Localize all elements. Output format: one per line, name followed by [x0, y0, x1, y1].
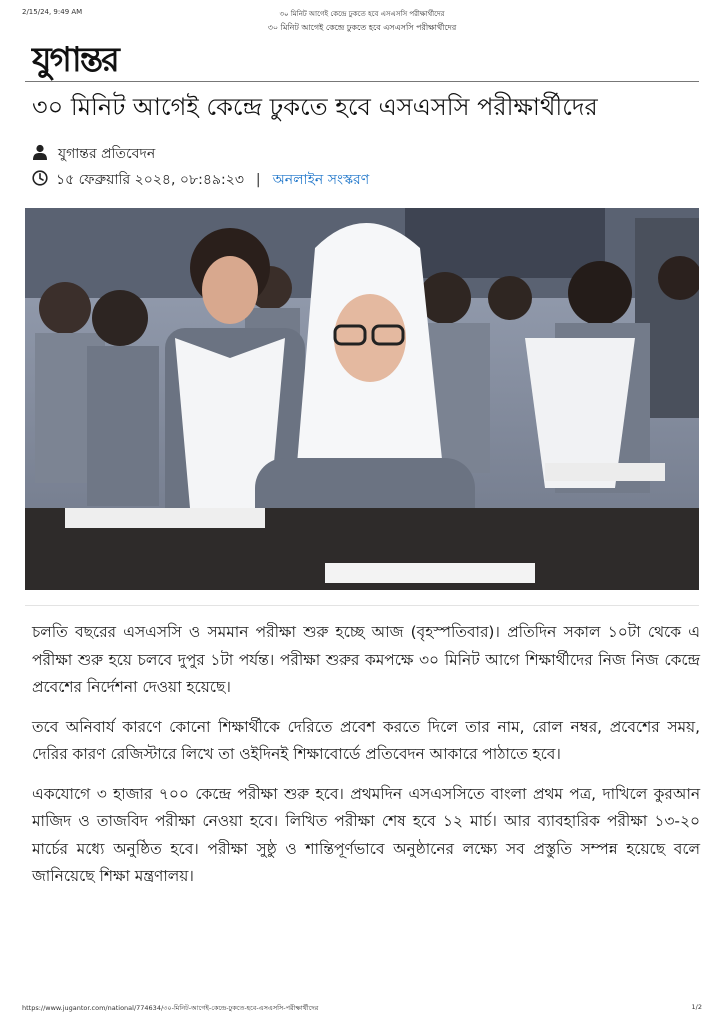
print-url: https://www.jugantor.com/national/774634/৩০-মিনিট-আগেই-কেন্দ্রে-ঢুকতে-হবে-এসএসসি-পরীক্ষার্থীদের — [22, 1004, 319, 1012]
header-divider — [25, 81, 699, 82]
print-date: 2/15/24, 9:49 AM — [22, 8, 83, 16]
publish-timestamp: ১৫ ফেব্রুয়ারি ২০২৪, ০৮:৪৯:২৩ — [56, 172, 244, 188]
clock-icon — [32, 170, 48, 190]
print-title: ৩০ মিনিট আগেই কেন্দ্রে ঢুকতে হবে এসএসসি পরীক্ষার্থীদের — [279, 10, 445, 18]
article-meta — [32, 168, 369, 192]
user-icon — [32, 144, 48, 164]
article-paragraph: তবে অনিবার্য কারণে কোনো শিক্ষার্থীকে দেরিতে প্রবেশ করতে দিলে তার নাম, রোল নম্বর, প্রবেশের সময়, দেরির কারণ রেজিস্টারে লিখে তা ওইদিনই শিক্ষাবোর্ডে প্রতিবেদন আকারে পাঠাতে হবে। — [32, 717, 700, 763]
print-title-repeat: ৩০ মিনিট আগেই কেন্দ্রে ঢুকতে হবে এসএসসি পরীক্ষার্থীদের — [267, 23, 457, 32]
article-paragraph: একযোগে ৩ হাজার ৭০০ কেন্দ্রে পরীক্ষা শুরু হবে। প্রথমদিন এসএসসিতে বাংলা প্রথম পত্র, দাখিলে কুরআন মাজিদ ও তাজবিদ পরীক্ষা নেওয়া হবে। লিখিত পরীক্ষা শেষ হবে ১২ মার্চ। আর ব্যাবহারিক পরীক্ষা ১৩-২০ মার্চের মধ্যে অনুষ্ঠিত হবে। পরীক্ষা সুষ্ঠু ও শান্তিপূর্ণভাবে অনুষ্ঠানের লক্ষ্যে সব প্রস্তুতি সম্পন্ন হয়েছে বলে জানিয়েছে শিক্ষা মন্ত্রণালয়। — [32, 784, 700, 885]
print-page-number: 1/2 — [691, 1003, 702, 1011]
site-logo[interactable]: যুগান্তর — [32, 40, 118, 80]
article-photo — [25, 208, 699, 590]
image-divider — [25, 605, 699, 606]
article-paragraph: চলতি বছরের এসএসসি ও সমমান পরীক্ষা শুরু হচ্ছে আজ (বৃহস্পতিবার)। প্রতিদিন সকাল ১০টা থেকে এ পরীক্ষা শুরু হয়ে চলবে দুপুর ১টা পর্যন্ত। পরীক্ষা শুরুর কমপক্ষে ৩০ মিনিট আগে শিক্ষার্থীদের নিজ নিজ কেন্দ্রে প্রবেশের নির্দেশনা দেওয়া হয়েছে। — [32, 623, 700, 696]
article-headline: ৩০ মিনিট আগেই কেন্দ্রে ঢুকতে হবে এসএসসি পরীক্ষার্থীদের — [32, 93, 598, 121]
print-header — [22, 8, 702, 38]
byline — [32, 142, 155, 166]
article-body — [32, 619, 700, 903]
edition-link[interactable]: অনলাইন সংস্করণ — [272, 172, 370, 188]
meta-separator: | — [255, 172, 261, 188]
author-name[interactable]: যুগান্তর প্রতিবেদন — [58, 146, 156, 162]
